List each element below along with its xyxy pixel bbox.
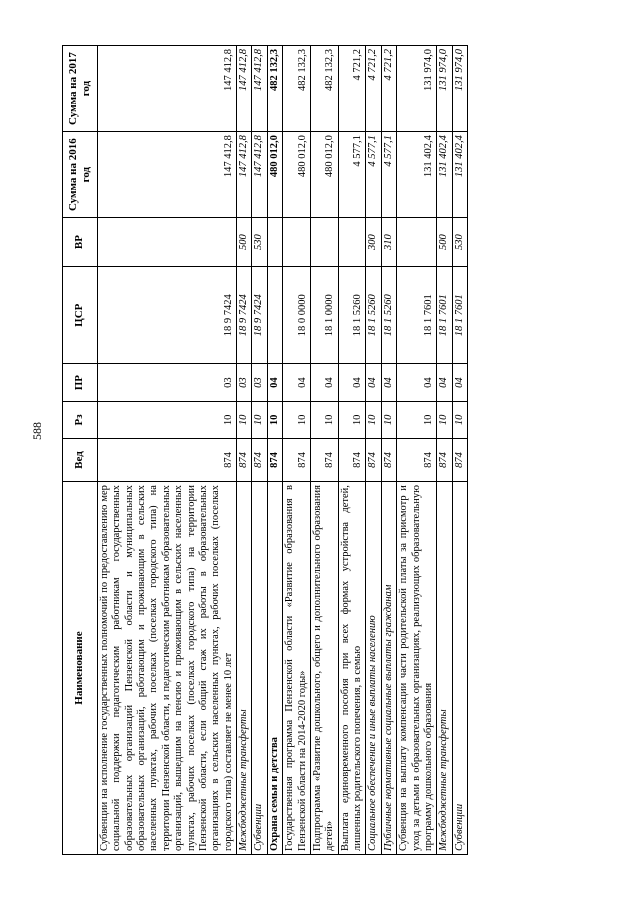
row-csr: 18 1 7601 [397,266,437,364]
row-pr: 04 [381,364,396,401]
row-ved: 874 [452,439,467,482]
row-vr [397,218,437,267]
table-row [437,46,452,855]
row-sum-2016: 131 402,4 [397,132,437,218]
row-sum-2017: 131 974,0 [397,46,437,132]
row-sum-2016: 4 577,1 [366,132,381,218]
header-csr: ЦСР [63,266,98,364]
row-sum-2016: 4 577,1 [381,132,396,218]
row-name: Подпрограмма «Развитие дошкольного, общего и дополнительного образования детей» [310,482,338,855]
row-pr: 04 [437,364,452,401]
row-vr [310,218,338,267]
row-csr: 18 1 5260 [366,266,381,364]
header-sum-2016: Сумма на 2016 год [63,132,98,218]
row-sum-2017: 131 974,0 [437,46,452,132]
row-rz: 10 [381,401,396,438]
row-pr: 04 [397,364,437,401]
table-row [283,46,311,855]
row-rz: 10 [452,401,467,438]
row-ved: 874 [97,439,236,482]
row-rz: 10 [283,401,311,438]
row-name: Межбюджетные трансферты [237,482,252,855]
row-vr [267,218,282,267]
table-row [338,46,366,855]
row-csr: 18 1 5260 [381,266,396,364]
row-rz: 10 [366,401,381,438]
row-ved: 874 [283,439,311,482]
row-vr [338,218,366,267]
row-ved: 874 [237,439,252,482]
row-sum-2016: 480 012,0 [283,132,311,218]
table-row [97,46,236,855]
row-vr: 310 [381,218,396,267]
row-vr: 530 [252,218,267,267]
table-row [310,46,338,855]
row-sum-2017: 482 132,3 [283,46,311,132]
row-vr: 500 [237,218,252,267]
header-sum-2017: Сумма на 2017 год [63,46,98,132]
row-csr: 18 1 0000 [310,266,338,364]
header-ved: Вед [63,439,98,482]
row-csr: 18 9 7424 [97,266,236,364]
table-row [366,46,381,855]
row-csr: 18 0 0000 [283,266,311,364]
table-row [267,46,282,855]
row-ved: 874 [437,439,452,482]
header-rz: Рз [63,401,98,438]
row-csr: 18 1 5260 [338,266,366,364]
row-sum-2017: 131 974,0 [452,46,467,132]
row-pr: 04 [452,364,467,401]
page-number: 588 [30,422,44,440]
row-rz: 10 [437,401,452,438]
row-csr [267,266,282,364]
row-sum-2017: 4 721,2 [338,46,366,132]
budget-table [62,45,468,855]
row-name: Выплата единовременного пособия при всех формах устройства детей, лишенных родительского попечения, в семью [338,482,366,855]
row-pr: 03 [237,364,252,401]
table-row [237,46,252,855]
row-ved: 874 [381,439,396,482]
row-name: Межбюджетные трансферты [437,482,452,855]
row-ved: 874 [366,439,381,482]
row-pr: 03 [252,364,267,401]
row-sum-2017: 147 412,8 [97,46,236,132]
row-sum-2017: 147 412,8 [252,46,267,132]
row-pr: 04 [366,364,381,401]
table-row [252,46,267,855]
row-sum-2017: 4 721,2 [381,46,396,132]
row-vr: 300 [366,218,381,267]
row-csr: 18 1 7601 [437,266,452,364]
row-sum-2017: 482 132,3 [267,46,282,132]
row-name: Субвенции [252,482,267,855]
row-pr: 04 [267,364,282,401]
row-rz: 10 [97,401,236,438]
row-ved: 874 [338,439,366,482]
row-name: Охрана семьи и детства [267,482,282,855]
row-pr: 04 [310,364,338,401]
row-rz: 10 [252,401,267,438]
row-rz: 10 [267,401,282,438]
row-ved: 874 [267,439,282,482]
row-vr [283,218,311,267]
row-name: Государственная программа Пензенской области «Развитие образования в Пензенской области на 2014-2020 годы» [283,482,311,855]
row-vr [97,218,236,267]
row-rz: 10 [237,401,252,438]
row-sum-2016: 480 012,0 [310,132,338,218]
table-row [381,46,396,855]
table-row [452,46,467,855]
row-vr: 530 [452,218,467,267]
row-pr: 03 [97,364,236,401]
row-sum-2017: 147 412,8 [237,46,252,132]
row-pr: 04 [283,364,311,401]
row-name: Социальное обеспечение и иные выплаты населению [366,482,381,855]
row-sum-2016: 131 402,4 [437,132,452,218]
row-ved: 874 [397,439,437,482]
row-sum-2017: 482 132,3 [310,46,338,132]
row-sum-2017: 4 721,2 [366,46,381,132]
row-ved: 874 [310,439,338,482]
header-pr: ПР [63,364,98,401]
row-pr: 04 [338,364,366,401]
rotated-table-container [62,45,468,855]
row-sum-2016: 131 402,4 [452,132,467,218]
table-row [397,46,437,855]
row-sum-2016: 147 412,8 [97,132,236,218]
row-sum-2016: 147 412,8 [237,132,252,218]
row-sum-2016: 480 012,0 [267,132,282,218]
row-name: Субвенции на исполнение государственных полномочий по предоставлению мер социальной поддержки педагогическим работникам государственных образовательных организаций Пензенской области и муниципальных образовательных организаций, работающим и проживающим в сельских населенных пунктах, рабочих поселках (поселках городского типа) на территории Пензенской области, и педагогическим работникам образовательных организаций, вышедшим на пенсию и проживающим в сельских населенных пунктах, рабочих поселках (поселках городского типа) на территории Пензенской области, если общий стаж их работы в образовательных организациях в сельских населенных пунктах, рабочих поселках (поселках городского типа) составляет не менее 10 лет [97,482,236,855]
row-csr: 18 9 7424 [237,266,252,364]
row-rz: 10 [310,401,338,438]
row-name: Публичные нормативные социальные выплаты гражданам [381,482,396,855]
row-csr: 18 1 7601 [452,266,467,364]
table-header-row [63,46,98,855]
row-csr: 18 9 7424 [252,266,267,364]
row-sum-2016: 147 412,8 [252,132,267,218]
row-name: Субвенции [452,482,467,855]
row-rz: 10 [397,401,437,438]
row-name: Субвенция на выплату компенсации части родительской платы за присмотр и уход за детьми в образовательных организациях, реализующих образовательную программу дошкольного образования [397,482,437,855]
header-vr: ВР [63,218,98,267]
header-name: Наименование [63,482,98,855]
row-sum-2016: 4 577,1 [338,132,366,218]
row-ved: 874 [252,439,267,482]
row-rz: 10 [338,401,366,438]
row-vr: 500 [437,218,452,267]
